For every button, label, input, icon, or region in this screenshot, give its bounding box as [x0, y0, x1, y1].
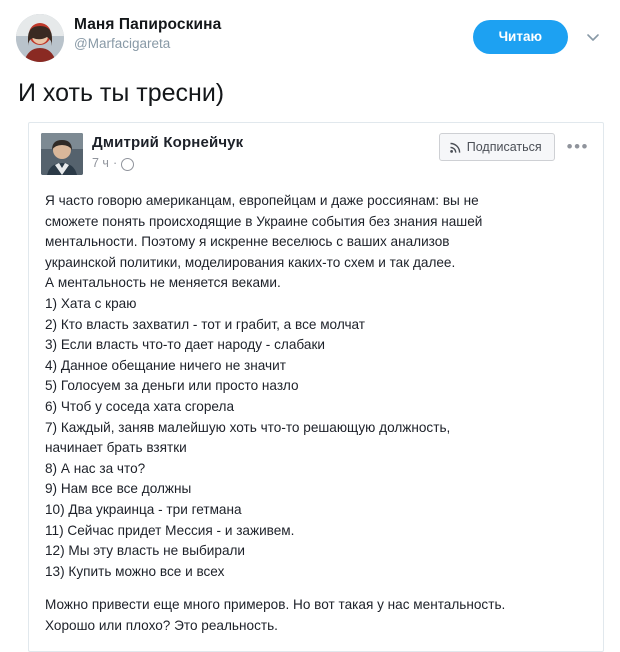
- post-header: [29, 123, 603, 181]
- tweet-text: И хоть ты тресни): [18, 79, 225, 107]
- meta-separator: ·: [112, 156, 118, 170]
- list-item: 5) Голосуем за деньги или просто назло: [45, 378, 299, 394]
- post-intro-line: А ментальность не меняется веками.: [45, 275, 281, 291]
- post-intro: [45, 191, 587, 294]
- quoted-post-card[interactable]: [28, 122, 604, 652]
- list-item: 6) Чтоб у соседа хата сгорела: [45, 398, 235, 414]
- list-item: 8) А нас за что?: [45, 460, 146, 476]
- display-name: Маня Папироскина: [74, 16, 222, 33]
- subscribe-label: Подписаться: [466, 140, 542, 154]
- avatar[interactable]: [16, 14, 64, 62]
- chevron-down-icon[interactable]: [584, 28, 602, 46]
- list-item: 3) Если власть что-то дает народу - слабаки: [45, 337, 325, 353]
- rss-icon: [450, 142, 461, 153]
- post-intro-line: сможете понять происходящие в Украине события без знания нашей: [45, 213, 483, 229]
- more-options-icon[interactable]: •••: [566, 137, 589, 156]
- account-handle: @Marfacigareta: [74, 36, 171, 51]
- subscribe-button[interactable]: [439, 133, 555, 161]
- post-intro-line: украинской политики, моделирования каких-то схем и так далее.: [45, 254, 456, 270]
- post-intro-line: Я часто говорю американцам, европейцам и даже россиянам: вы не: [45, 193, 479, 208]
- account-names: [74, 14, 473, 53]
- mentality-list: [45, 294, 587, 582]
- list-item: 7) Каждый, заняв малейшую хоть что-то решающую должность,: [45, 419, 451, 435]
- list-item: 1) Хата с краю: [45, 295, 137, 311]
- list-item: 12) Мы эту власть не выбирали: [45, 543, 246, 559]
- list-item: 11) Сейчас придет Мессия - и заживем.: [45, 522, 295, 538]
- list-item: начинает брать взятки: [45, 440, 187, 456]
- post-meta: [92, 155, 439, 172]
- list-item: 2) Кто власть захватил - тот и грабит, а все молчат: [45, 316, 366, 332]
- post-body: [29, 181, 603, 636]
- list-item: 4) Данное обещание ничего не значит: [45, 357, 286, 373]
- post-intro-line: ментальности. Поэтому я искренне веселюсь с ваших анализов: [45, 234, 450, 250]
- list-item: 10) Два украинца - три гетмана: [45, 501, 242, 517]
- post-outro-line: Хорошо или плохо? Это реальность.: [45, 617, 278, 633]
- post-outro: [45, 595, 587, 636]
- follow-button[interactable]: Читаю: [473, 20, 568, 54]
- follow-area: [473, 14, 604, 54]
- post-author-avatar[interactable]: [41, 133, 83, 175]
- tweet-header: [0, 0, 620, 62]
- post-outro-line: Можно привести еще много примеров. Но вот такая у нас ментальность.: [45, 597, 506, 613]
- globe-icon: [121, 158, 134, 171]
- post-timestamp[interactable]: 7 ч: [92, 156, 109, 170]
- post-author-name[interactable]: Дмитрий Корнейчук: [92, 134, 244, 151]
- list-item: 13) Купить можно все и всех: [45, 563, 225, 579]
- list-item: 9) Нам все все должны: [45, 481, 192, 497]
- post-author-block: [92, 133, 439, 172]
